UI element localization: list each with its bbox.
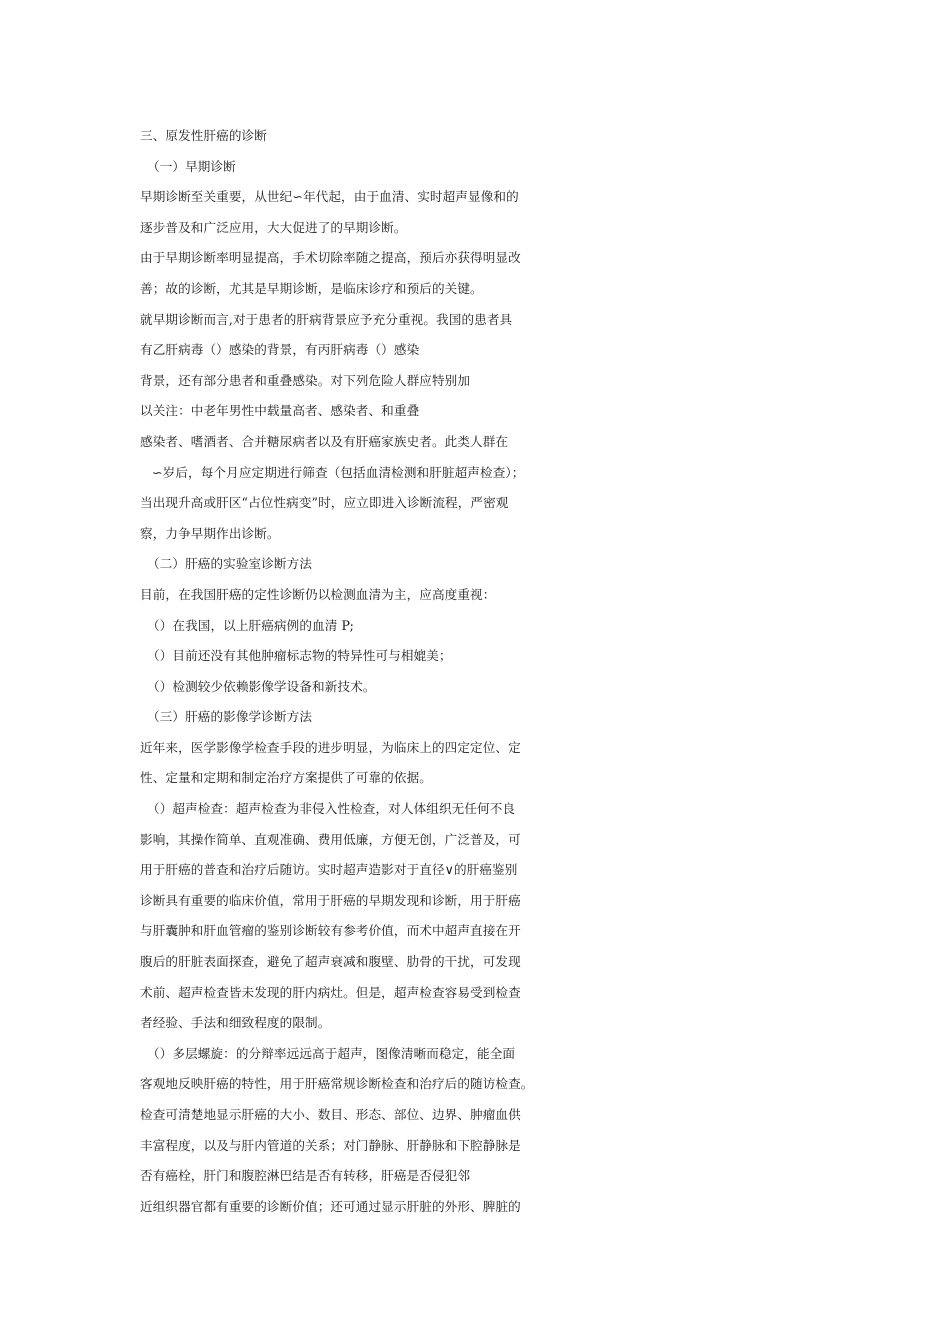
subsection-heading: （三）肝癌的影像学诊断方法 bbox=[147, 709, 313, 725]
document-body bbox=[140, 121, 560, 1222]
text-line: 影响，其操作简单、直观准确、费用低廉，方便无创，广泛普及，可 bbox=[140, 831, 521, 847]
text-line: 客观地反映肝癌的特性，用于肝癌常规诊断检查和治疗后的随访检查。 bbox=[140, 1076, 534, 1092]
text-line: 善；故的诊断，尤其是早期诊断，是临床诊疗和预后的关键。 bbox=[140, 280, 483, 296]
subsection-heading: （一）早期诊断 bbox=[147, 158, 236, 174]
subsection-heading: （二）肝癌的实验室诊断方法 bbox=[147, 556, 313, 572]
text-line: 以关注：中老年男性中载量高者、感染者、和重叠 bbox=[140, 403, 420, 419]
text-line: 否有癌栓，肝门和腹腔淋巴结是否有转移，肝癌是否侵犯邻 bbox=[140, 1168, 471, 1184]
text-line: （）多层螺旋：的分辩率远远高于超声，图像清晰而稳定，能全面 bbox=[147, 1045, 516, 1061]
text-line: 背景，还有部分患者和重叠感染。对下列危险人群应特别加 bbox=[140, 372, 471, 388]
text-line: 就早期诊断而言,对于患者的肝病背景应予充分重视。我国的患者具 bbox=[140, 311, 513, 327]
text-line: 由于早期诊断率明显提高，手术切除率随之提高，预后亦获得明显改 bbox=[140, 250, 521, 266]
text-line: （）在我国，以上肝癌病例的血清 P; bbox=[147, 617, 354, 633]
text-line: 近年来，医学影像学检查手段的进步明显，为临床上的四定定位、定 bbox=[140, 739, 521, 755]
text-line: 与肝囊肿和肝血管瘤的鉴别诊断较有参考价值，而术中超声直接在开 bbox=[140, 923, 521, 939]
text-line: 感染者、嗜酒者、合并糖尿病者以及有肝癌家族史者。此类人群在 bbox=[140, 433, 509, 449]
section-heading: 三、原发性肝癌的诊断 bbox=[140, 128, 267, 143]
text-line: （）检测较少依赖影像学设备和新技术。 bbox=[147, 678, 376, 694]
text-line: 者经验、手法和细致程度的限制。 bbox=[140, 1015, 331, 1031]
text-line: ∽岁后，每个月应定期进行筛查（包括血清检测和肝脏超声检查）； bbox=[152, 464, 525, 480]
text-line: 目前，在我国肝癌的定性诊断仍以检测血清为主，应高度重视： bbox=[140, 586, 496, 602]
text-line: 察，力争早期作出诊断。 bbox=[140, 525, 280, 541]
text-line: 腹后的肝脏表面探查，避免了超声衰减和腹壁、肋骨的干扰，可发现 bbox=[140, 954, 521, 970]
text-line: 性、定量和定期和制定治疗方案提供了可靠的依据。 bbox=[140, 770, 432, 786]
text-line: 丰富程度，以及与肝内管道的关系；对门静脉、肝静脉和下腔静脉是 bbox=[140, 1137, 521, 1153]
text-line: 近组织器官都有重要的诊断价值；还可通过显示肝脏的外形、脾脏的 bbox=[140, 1198, 521, 1214]
text-line: 术前、超声检查皆未发现的肝内病灶。但是，超声检查容易受到检查 bbox=[140, 984, 521, 1000]
text-line: 检查可清楚地显示肝癌的大小、数目、形态、部位、边界、肿瘤血供 bbox=[140, 1107, 521, 1122]
text-line: 早期诊断至关重要，从世纪∽年代起，由于血清、实时超声显像和的 bbox=[140, 189, 519, 205]
text-line: 诊断具有重要的临床价值，常用于肝癌的早期发现和诊断，用于肝癌 bbox=[140, 892, 521, 908]
text-line: 当出现升高或肝区“占位性病变”时，应立即进入诊断流程，严密观 bbox=[140, 495, 509, 511]
text-line: （）目前还没有其他肿瘤标志物的特异性可与相媲美； bbox=[147, 648, 452, 664]
text-line: 用于肝癌的普查和治疗后随访。实时超声造影对于直径∨的肝癌鉴别 bbox=[140, 862, 518, 878]
text-line: 有乙肝病毒（）感染的背景，有丙肝病毒（）感染 bbox=[140, 342, 420, 358]
text-line: （）超声检查：超声检查为非侵入性检查，对人体组织无任何不良 bbox=[147, 801, 516, 817]
text-line: 逐步普及和广泛应用，大大促进了的早期诊断。 bbox=[140, 219, 407, 235]
